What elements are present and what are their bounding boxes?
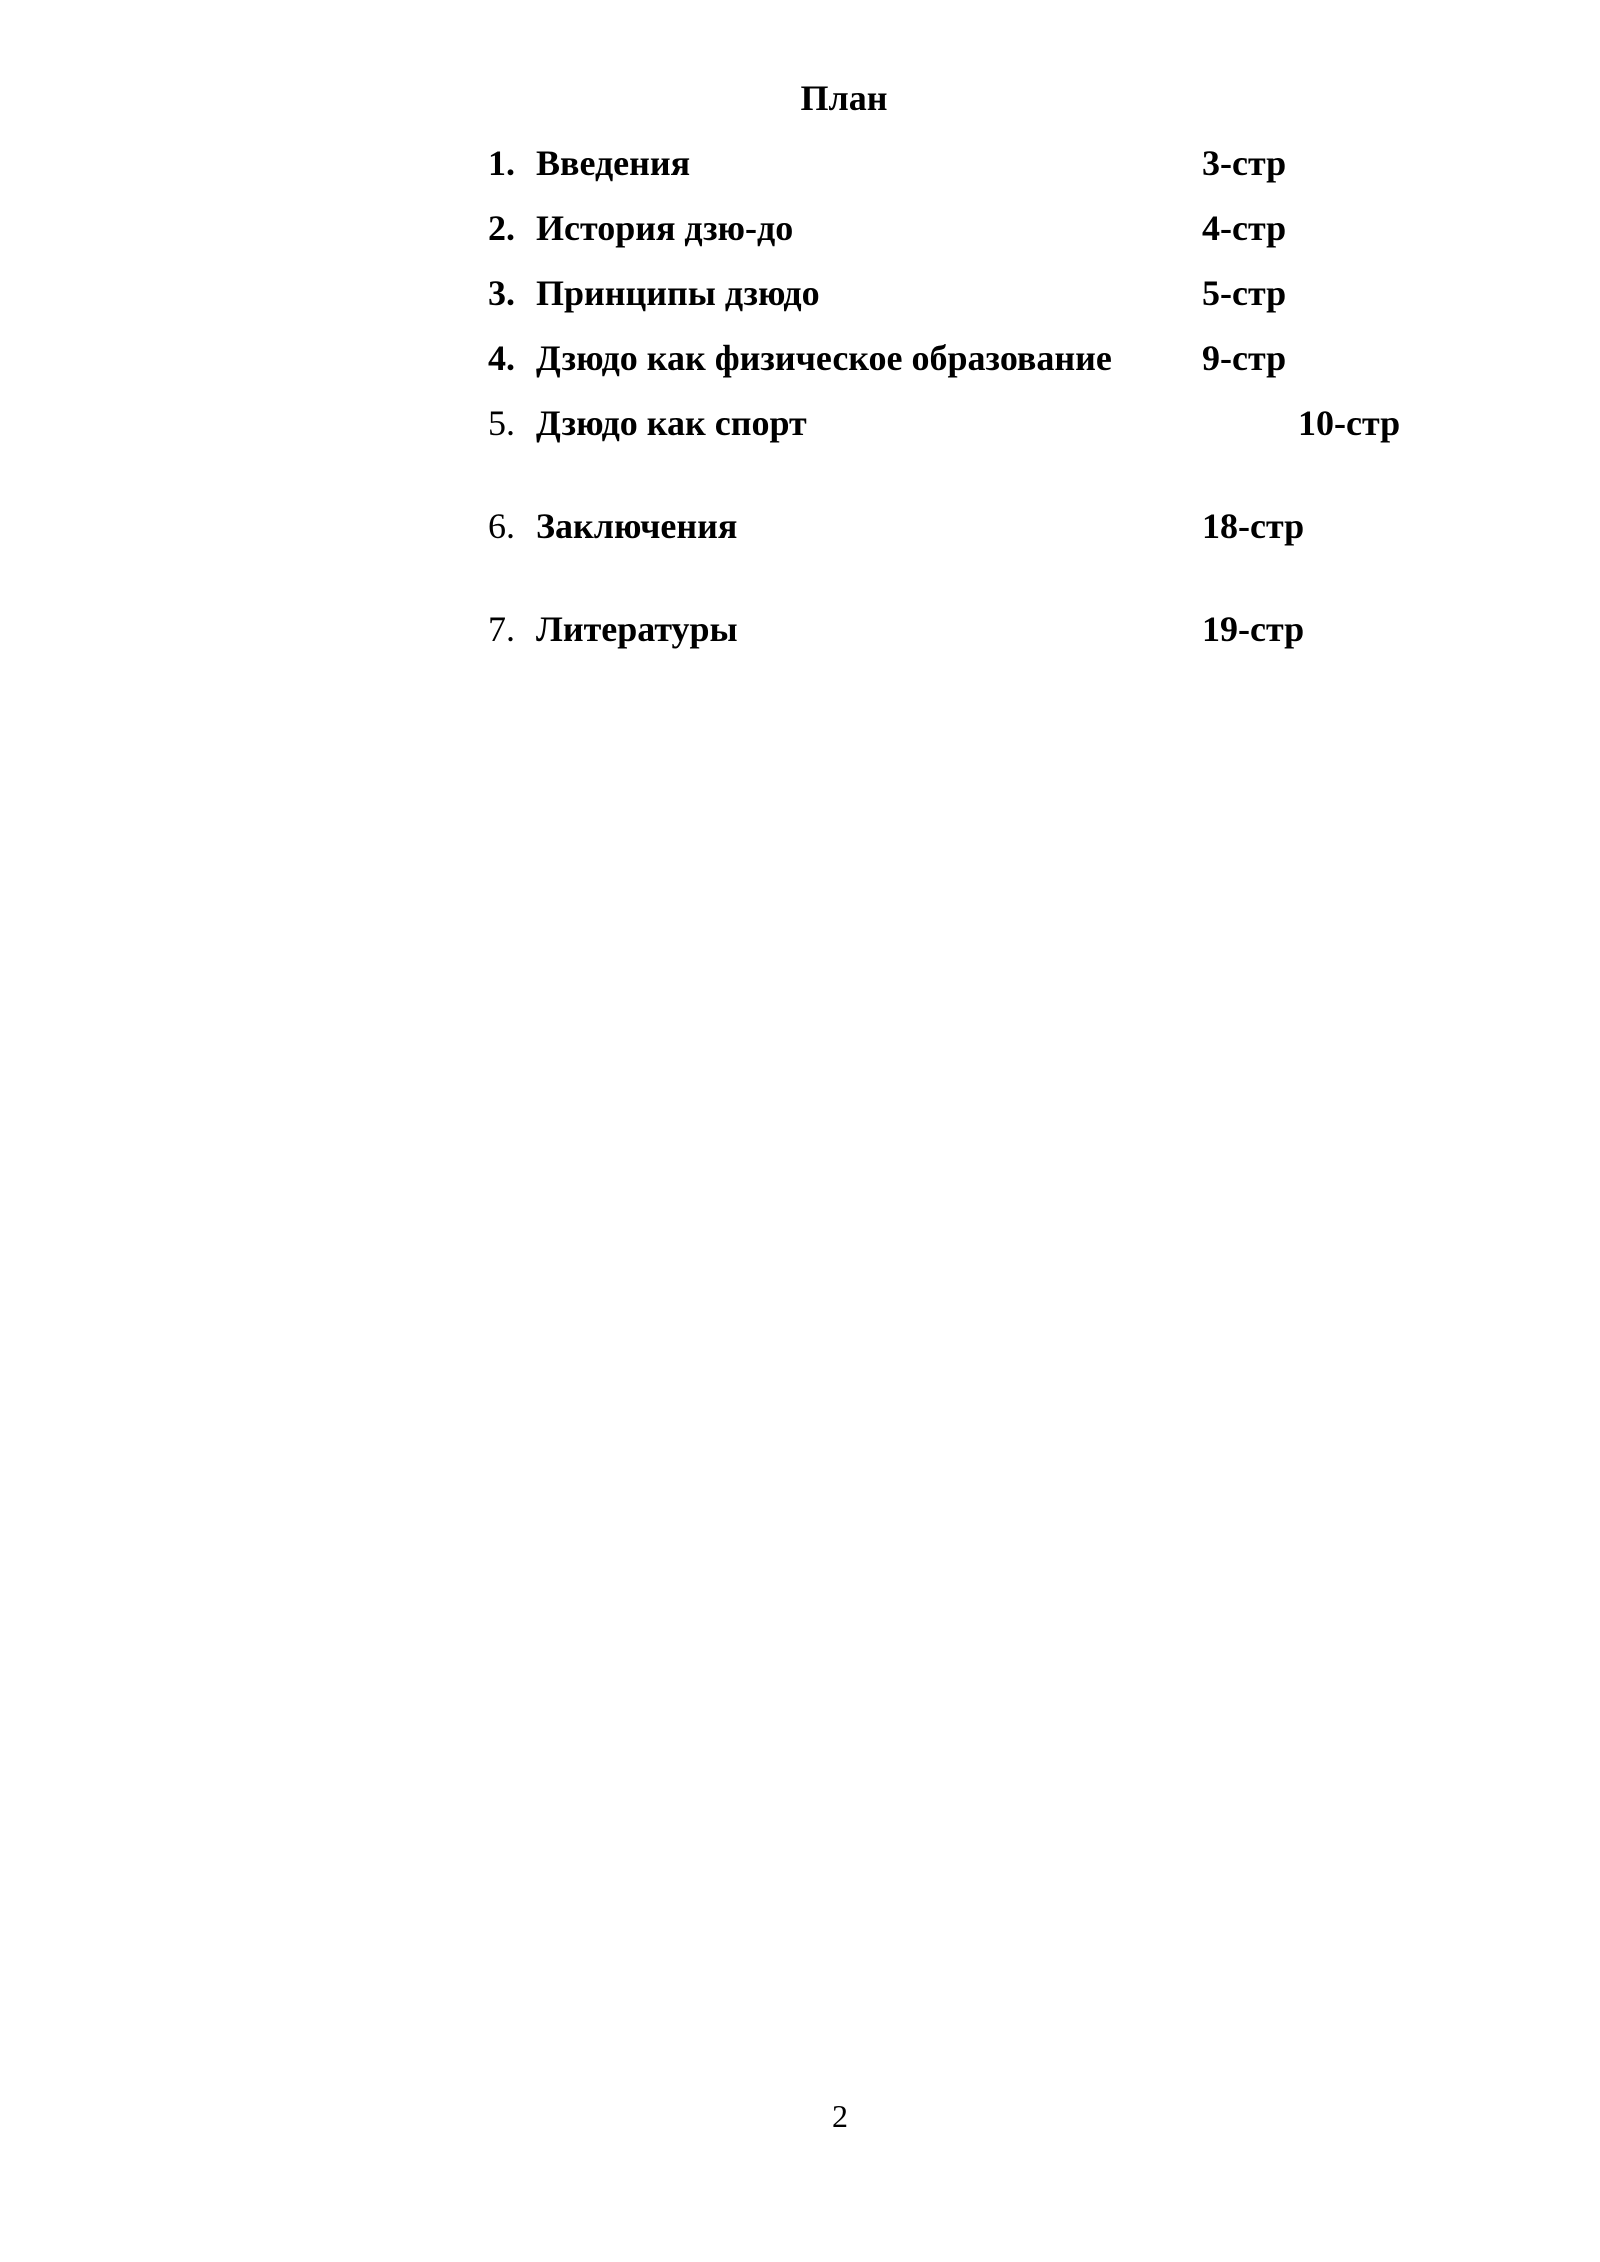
toc-item <box>0 272 1600 320</box>
toc-item-number: 7. <box>488 609 515 649</box>
toc-item-text: Дзюдо как физическое образование <box>536 338 1112 378</box>
toc-item-text: Литературы <box>536 609 738 649</box>
page-number: 2 <box>832 2098 848 2134</box>
toc-item <box>0 337 1600 385</box>
toc-item <box>0 505 1600 553</box>
toc-item-page: 3-стр <box>1202 143 1287 183</box>
toc-item <box>0 608 1600 656</box>
toc-item-number: 4. <box>488 338 515 378</box>
toc-item-page: 19-стр <box>1202 609 1305 649</box>
toc-item-number: 2. <box>488 208 515 248</box>
page-title: План <box>800 78 888 118</box>
toc-item-number: 6. <box>488 506 515 546</box>
toc-item-number: 5. <box>488 403 515 443</box>
toc-item <box>0 402 1600 450</box>
toc-item-text: Заключения <box>536 506 738 546</box>
toc-item <box>0 142 1600 190</box>
toc-item-page: 10-стр <box>1298 403 1401 443</box>
toc-item-text: Принципы дзюдо <box>536 273 820 313</box>
toc-item-page: 5-стр <box>1202 273 1287 313</box>
toc-item <box>0 207 1600 255</box>
toc-item-number: 1. <box>488 143 515 183</box>
toc-item-page: 9-стр <box>1202 338 1287 378</box>
toc-item-text: Дзюдо как спорт <box>536 403 807 443</box>
toc-item-page: 18-стр <box>1202 506 1305 546</box>
toc-item-page: 4-стр <box>1202 208 1287 248</box>
toc-item-text: Введения <box>536 143 691 183</box>
toc-item-text: История дзю-до <box>536 208 794 248</box>
toc-item-number: 3. <box>488 273 515 313</box>
